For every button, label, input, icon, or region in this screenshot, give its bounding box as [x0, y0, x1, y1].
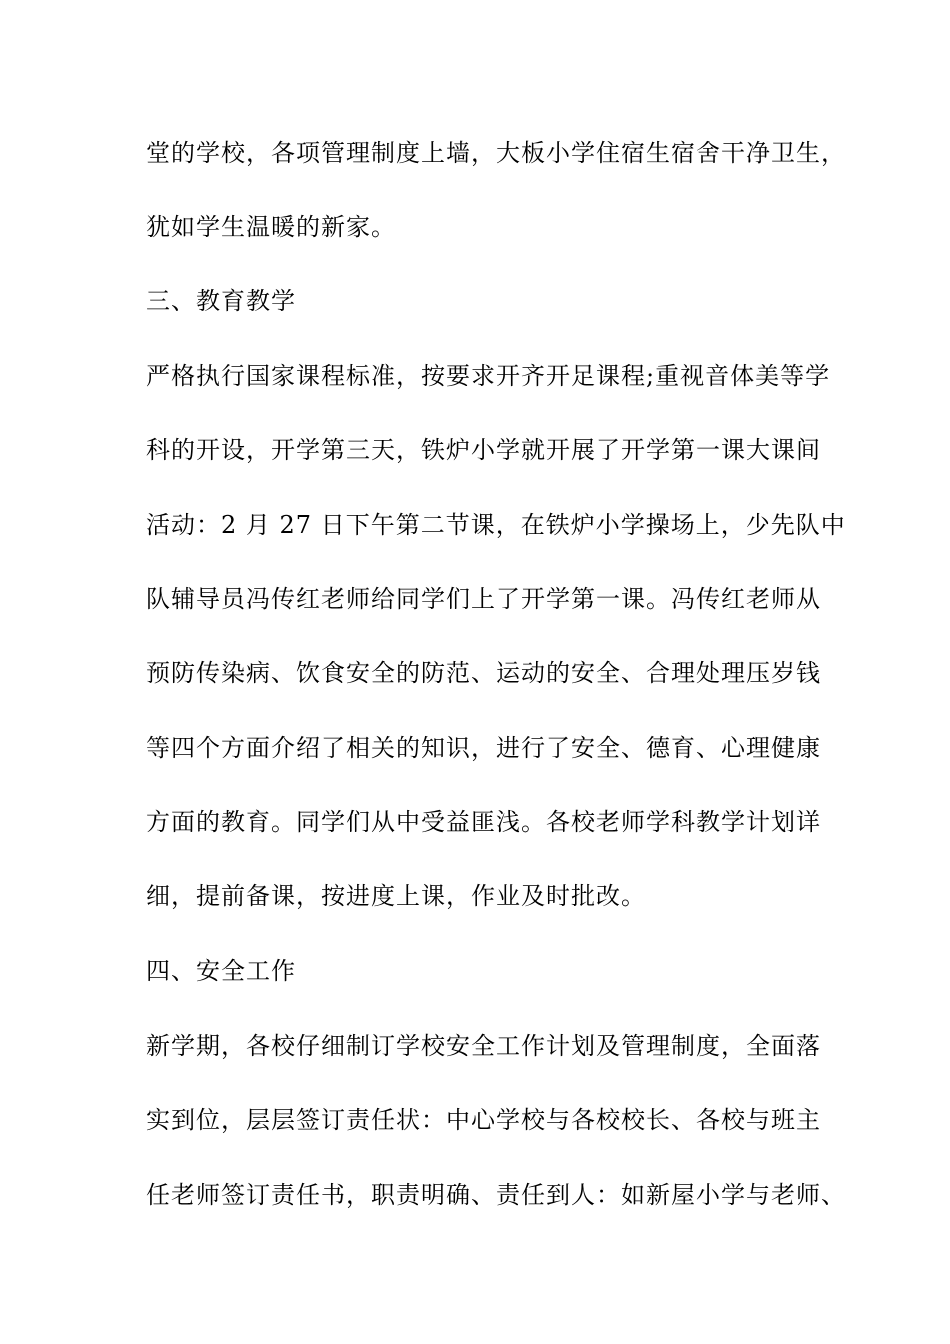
- paragraph-line: 犹如学生温暖的新家。: [146, 213, 396, 241]
- paragraph-line: 科的开设，开学第三天，铁炉小学就开展了开学第一课大课间: [146, 436, 821, 464]
- paragraph-line: 实到位，层层签订责任状：中心学校与各校校长、各校与班主: [146, 1106, 821, 1134]
- paragraph-line: 堂的学校，各项管理制度上墙，大板小学住宿生宿舍干净卫生，: [146, 139, 846, 167]
- paragraph-line: 方面的教育。同学们从中受益匪浅。各校老师学科教学计划详: [146, 808, 821, 836]
- paragraph-line: 队辅导员冯传红老师给同学们上了开学第一课。冯传红老师从: [146, 585, 821, 613]
- paragraph-line: 新学期，各校仔细制订学校安全工作计划及管理制度，全面落: [146, 1032, 821, 1060]
- paragraph-line: 等四个方面介绍了相关的知识，进行了安全、德育、心理健康: [146, 734, 821, 762]
- section-heading: 三、教育教学: [146, 287, 296, 315]
- paragraph-line: 任老师签订责任书，职责明确、责任到人：如新屋小学与老师、: [146, 1181, 846, 1209]
- paragraph-line: 细，提前备课，按进度上课，作业及时批改。: [146, 882, 646, 910]
- section-heading: 四、安全工作: [146, 957, 296, 985]
- paragraph-line: 预防传染病、饮食安全的防范、运动的安全、合理处理压岁钱: [146, 659, 821, 687]
- paragraph-line: 严格执行国家课程标准，按要求开齐开足课程;重视音体美等学: [146, 362, 831, 390]
- paragraph-line: 活动：2 月 27 日下午第二节课，在铁炉小学操场上，少先队中: [146, 511, 846, 539]
